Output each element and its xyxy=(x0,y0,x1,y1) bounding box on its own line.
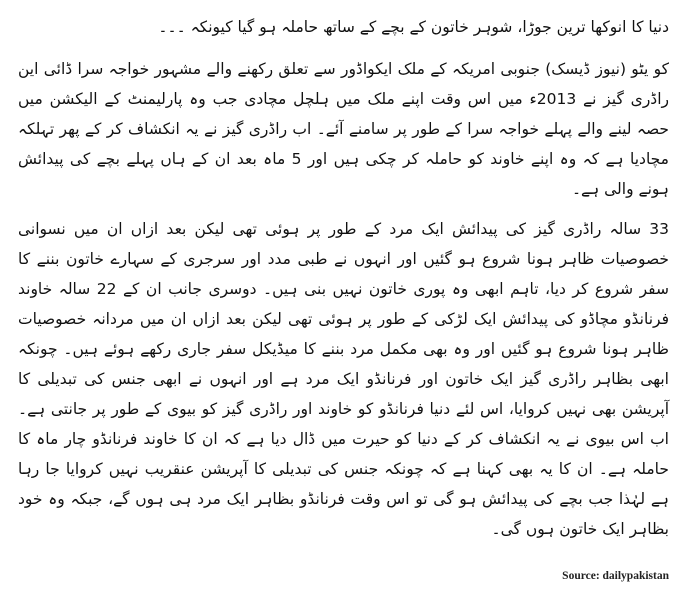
article-paragraph-1: کو یٹو (نیوز ڈیسک) جنوبی امریکہ کے ملک ایکواڈور سے تعلق رکھنے والے مشہور خواجہ سرا ڈائی این راڈری گیز نے 2013ء میں اس وقت اپنے ملک میں ہلچل مچادی جب وہ پارلیمنٹ کے الیکشن میں حصہ لینے والے پہلے خواجہ سرا کے طور پر سامنے آئے۔ اب راڈری گیز نے یہ انکشاف کر کے پھر تہلکہ مچادیا ہے کہ وہ اپنے خاوند کو حاملہ کر چکی ہیں اور 5 ماہ بعد ان کے ہاں پہلے بچے کی پیدائش ہونے والی ہے۔ xyxy=(18,60,669,198)
article-headline: دنیا کا انوکھا ترین جوڑا، شوہر خاتون کے بچے کے ساتھ حاملہ ہو گیا کیونکہ ۔۔۔ xyxy=(158,18,669,36)
news-article xyxy=(18,14,669,554)
article-paragraph-2: 33 سالہ راڈری گیز کی پیدائش ایک مرد کے طور پر ہوئی تھی لیکن بعد ازاں ان میں نسوانی خصوصیات ظاہر ہونا شروع ہو گئیں اور انہوں نے طبی مدد اور سرجری کے سہارے خاتون بننے کا سفر شروع کر دیا، تاہم ابھی وہ پوری خاتون نہیں بنی ہیں۔ دوسری جانب ان کے 22 سالہ خاوند فرنانڈو مچاڈو کی پیدائش ایک لڑکی کے طور پر ہوئی تھی لیکن بعد ازاں ان میں مردانہ خصوصیات ظاہر ہونا شروع ہو گئیں اور وہ بھی مکمل مرد بننے کا میڈیکل سفر جاری رکھے ہوئے ہیں۔ چونکہ ابھی بظاہر راڈری گیز ایک خاتون اور فرنانڈو ایک مرد ہے اور انہوں نے ابھی جنس کی تبدیلی کا آپریشن بھی نہیں کروایا، اس لئے دنیا فرنانڈو کو خاوند اور راڈری گیز کو بیوی کے طور پر جانتی ہے۔ اب اس بیوی نے یہ انکشاف کر کے دنیا کو حیرت میں ڈال دیا ہے کہ ان کا خاوند فرنانڈو چار ماہ کا حاملہ ہے۔ ان کا یہ بھی کہنا ہے کہ چونکہ جنس کی تبدیلی کا آپریشن عنقریب نہیں کروایا جا رہا ہے لہٰذا جب بچے کی پیدائش ہو گی تو اس وقت فرنانڈو بظاہر ایک مرد ہی ہوں گے، جبکہ وہ خود بظاہر ایک خاتون ہوں گی۔ xyxy=(18,220,670,538)
source-credit: Source: dailypakistan xyxy=(562,570,669,582)
